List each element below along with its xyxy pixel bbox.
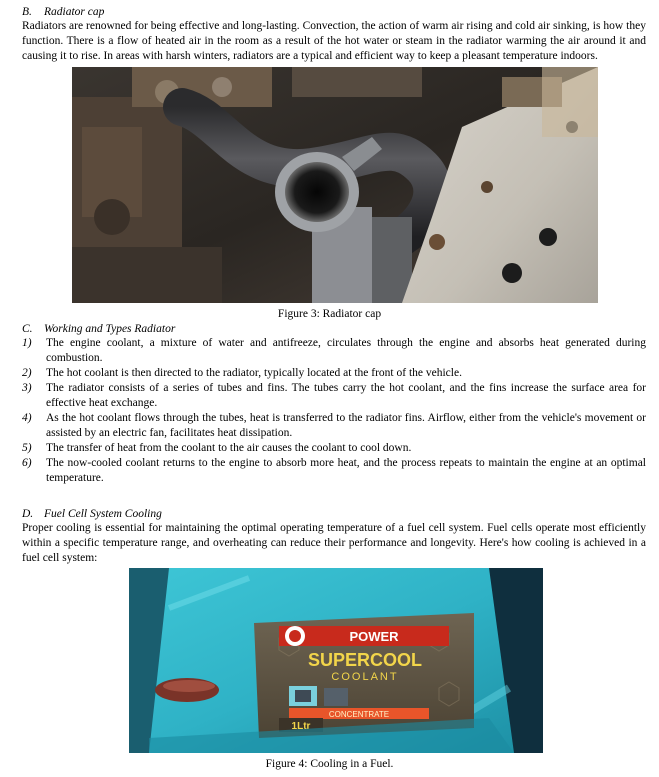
section-b-title: Radiator cap [44,6,105,18]
section-b-body: Radiators are renowned for being effective and long-lasting. Convection, the action of warm air rising and cold air sinking, is how they function. There is a flow of heated air in the room as a result of the hot water or steam in the radiator warming the air around it and causing it to rise. In areas with harsh winters, radiators are a typical and efficient way to keep a pleasant temperature indoors. [22,20,646,62]
list-item [22,456,646,486]
list-item-text: The hot coolant is then directed to the radiator, typically located at the front of the vehicle. [46,367,462,379]
section-d-body: Proper cooling is essential for maintaining the optimal operating temperature of a fuel cell system. Fuel cells operate most efficiently within a specific temperature range, and overheating can reduce their performance and longevity. Here's how cooling is achieved in a fuel cell system: [22,522,646,564]
list-item-number: 1) [22,337,32,349]
section-b-label: B. [22,6,32,18]
list-item [22,336,646,366]
section-c-title: Working and Types Radiator [44,323,176,335]
list-item-text: The now-cooled coolant returns to the engine to absorb more heat, and the process repeats to maintain the engine at an optimal temperature. [46,457,646,484]
figure-4-image [129,568,543,753]
list-item [22,366,646,381]
brand-text: POWER [349,629,399,644]
figure-3-caption: Figure 3: Radiator cap [277,308,382,320]
list-item [22,411,646,441]
concentrate-text: CONCENTRATE [328,710,390,719]
section-c-label: C. [22,323,33,335]
figure-3-image [72,67,598,303]
product-name-text: SUPERCOOL [307,650,423,670]
list-item-text: As the hot coolant flows through the tubes, heat is transferred to the radiator fins. Airflow, either from the vehicle's movement or assisted by an electric fan, facilitates heat dissipation. [46,412,646,439]
list-item-number: 6) [22,457,32,469]
section-d-title: Fuel Cell System Cooling [44,508,162,520]
list-item-number: 5) [22,442,32,454]
list-item-number: 3) [22,382,32,394]
section-c-list [22,336,646,486]
section-b-heading [22,5,104,19]
figure-4-caption: Figure 4: Cooling in a Fuel. [265,758,394,770]
list-item [22,381,646,411]
volume-text: 1Ltr [291,721,311,732]
product-sub-text: COOLANT [331,671,399,683]
coolant-bottle-photo [129,568,543,753]
list-item-text: The radiator consists of a series of tubes and fins. The tubes carry the hot coolant, and the fins increase the surface area for effective heat exchange. [46,382,646,409]
list-item-text: The engine coolant, a mixture of water and antifreeze, circulates through the engine and absorbs heat generated during combustion. [46,337,646,364]
list-item-text: The transfer of heat from the coolant to the air causes the coolant to cool down. [46,442,412,454]
list-item-number: 4) [22,412,32,424]
radiator-cap-photo [72,67,598,303]
list-item-number: 2) [22,367,32,379]
list-item [22,441,646,456]
section-c-heading [22,322,175,336]
section-d-heading [22,507,162,521]
section-d-label: D. [22,508,34,520]
